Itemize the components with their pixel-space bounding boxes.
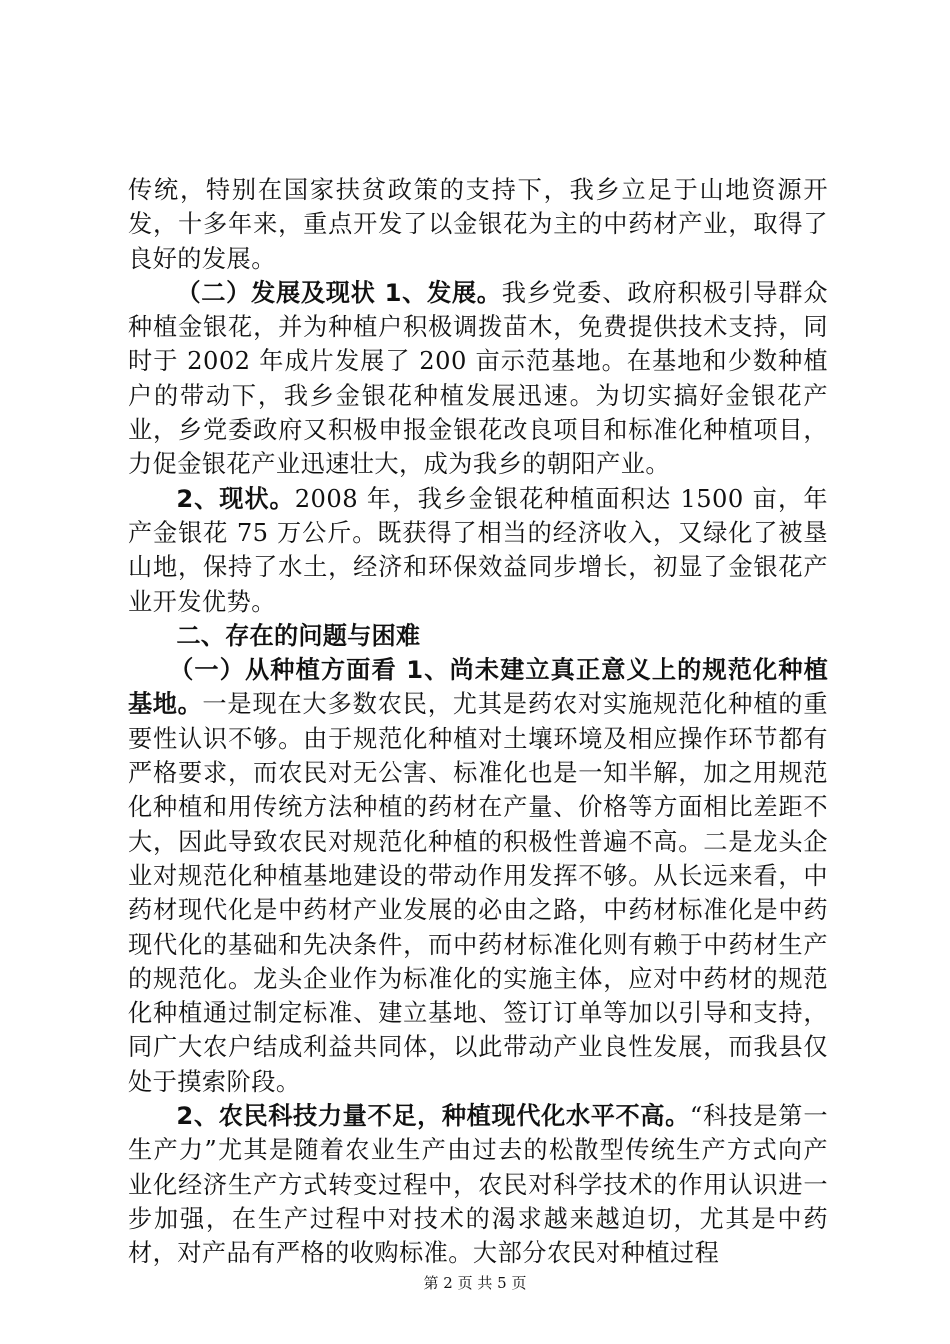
paragraph-text: “科技是第一生产力”尤其是随着农业生产由过去的松散型传统生产方式向产业化经济生产方式转变过程中，农民对科学技术的作用认识进一步加强，在生产过程中对技术的渴求越来越迫切，尤其是中药材，对产品有严格的收购标准。大部分农民对种植过程 bbox=[128, 1102, 828, 1268]
paragraph-status bbox=[128, 482, 828, 619]
paragraph-text: 一是现在大多数农民，尤其是药农对实施规范化种植的重要性认识不够。由于规范化种植对土壤环境及相应操作环节都有严格要求，而农民对无公害、标准化也是一知半解，加之用规范化种植和用传统方法种植的药材在产量、价格等方面相比差距不大，因此导致农民对规范化种植的积极性普遍不高。二是龙头企业对规范化种植基地建设的带动作用发挥不够。从长远来看，中药材现代化是中药材产业发展的必由之路，中药材标准化是中药现代化的基础和先决条件，而中药材标准化则有赖于中药材生产的规范化。龙头企业作为标准化的实施主体，应对中药材的规范化种植通过制定标准、建立基地、签订订单等加以引导和支持，同广大农户结成利益共同体，以此带动产业良性发展，而我县仅处于摸索阶段。 bbox=[128, 690, 828, 1096]
section-heading: （一）从种植方面看 1、尚未建立真正意义上的规范化种植基地。 bbox=[128, 656, 828, 719]
section-heading: 2、农民科技力量不足，种植现代化水平不高。 bbox=[176, 1102, 690, 1131]
paragraph-intro bbox=[128, 173, 828, 276]
section-heading: （二）发展及现状 1、发展。 bbox=[176, 278, 502, 307]
section-title-problems bbox=[128, 619, 828, 653]
paragraph-text: 传统，特别在国家扶贫政策的支持下，我乡立足于山地资源开发，十多年来，重点开发了以金银花为主的中药材产业，取得了良好的发展。 bbox=[128, 176, 828, 273]
paragraph-text: 2008 年，我乡金银花种植面积达 1500 亩，年产金银花 75 万公斤。既获得了相当的经济收入，又绿化了被垦山地，保持了水土，经济和环保效益同步增长，初显了金银花产业开发优势。 bbox=[128, 484, 828, 616]
page-footer bbox=[0, 1272, 950, 1293]
section-heading: 2、现状。 bbox=[176, 484, 295, 513]
paragraph-text: 我乡党委、政府积极引导群众种植金银花，并为种植户积极调拨苗木，免费提供技术支持，同时于 2002 年成片发展了 200 亩示范基地。在基地和少数种植户的带动下，我乡金银花种植发展迅速。为切实搞好金银花产业，乡党委政府又积极申报金银花改良项目和标准化种植项目，力促金银花产业迅速壮大，成为我乡的朝阳产业。 bbox=[128, 278, 828, 479]
paragraph-planting bbox=[128, 653, 828, 1099]
paragraph-technology bbox=[128, 1099, 828, 1270]
document-body bbox=[128, 173, 828, 1271]
page-number-label: 第 2 页 共 5 页 bbox=[423, 1274, 527, 1292]
paragraph-development bbox=[128, 276, 828, 482]
section-heading: 二、存在的问题与困难 bbox=[176, 621, 421, 650]
